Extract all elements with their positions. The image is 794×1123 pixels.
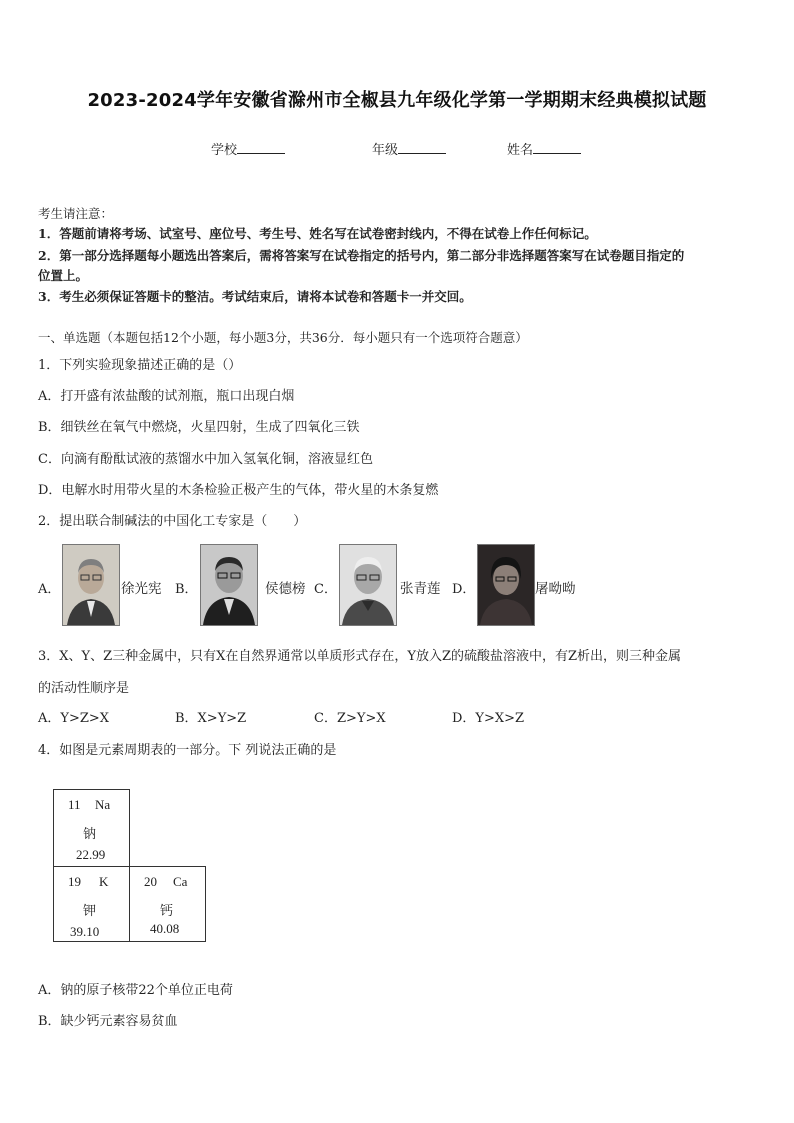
- element-cell-na: [53, 789, 130, 867]
- portrait-hou-debang: [200, 544, 258, 626]
- portrait-tu-youyou: [477, 544, 535, 626]
- element-symbol: K: [99, 874, 109, 889]
- q2-option-c-name: 张青莲: [400, 581, 441, 597]
- name-label: 姓名: [507, 143, 534, 158]
- q2-option-d-name: 屠呦呦: [535, 581, 576, 597]
- q1-stem: 1．下列实验现象描述正确的是（）: [38, 358, 242, 373]
- portrait-zhang-qinglian: [339, 544, 397, 626]
- grade-blank: [398, 141, 446, 154]
- q2-option-b-name: 侯德榜: [265, 581, 306, 597]
- school-blank: [237, 141, 285, 154]
- atomic-number: 20: [144, 874, 157, 889]
- notice-item: 1．答题前请将考场、试室号、座位号、考生号、姓名写在试卷密封线内，不得在试卷上作任何标记。: [38, 226, 597, 241]
- school-label: 学校: [211, 143, 238, 158]
- q3-stem-line1: 3．X、Y、Z三种金属中，只有X在自然界通常以单质形式存在，Y放入Z的硫酸盐溶液中，有Z析出，则三种金属: [38, 649, 682, 664]
- q1-option-d: D．电解水时用带火星的木条检验正极产生的气体，带火星的木条复燃: [38, 483, 439, 498]
- page-title: 2023-2024学年安徽省滁州市全椒县九年级化学第一学期期末经典模拟试题: [87, 90, 707, 111]
- notice-heading: 考生请注意：: [38, 206, 114, 221]
- q4-option-a: A．钠的原子核带22个单位正电荷: [38, 983, 233, 998]
- notice-item: 2．第一部分选择题每小题选出答案后，需将答案写在试卷指定的括号内，第二部分非选择题答案写在试卷题目指定的: [38, 248, 685, 263]
- notice-item: 3．考生必须保证答题卡的整洁。考试结束后，请将本试卷和答题卡一并交回。: [38, 289, 472, 304]
- q3-option-c: C．Z>Y>X: [314, 711, 386, 726]
- element-cell-ca: [129, 866, 206, 942]
- periodic-table-fragment: [53, 789, 206, 942]
- atomic-number: 19: [68, 874, 81, 889]
- q2-option-b-letter: B．: [175, 582, 198, 597]
- atomic-mass: 39.10: [70, 924, 100, 939]
- atomic-number: 11: [68, 797, 81, 812]
- grade-field: [372, 139, 446, 158]
- q4-stem: 4．如图是元素周期表的一部分。下 列说法正确的是: [38, 743, 337, 758]
- q2-option-d-letter: D．: [452, 582, 476, 597]
- element-symbol: Ca: [173, 874, 188, 889]
- notice-item: 位置上。: [38, 268, 89, 283]
- q4-option-b: B．缺少钙元素容易贫血: [38, 1014, 178, 1029]
- q2-stem: 2．提出联合制碱法的中国化工专家是（ ）: [38, 514, 307, 529]
- q3-stem-line2: 的活动性顺序是: [38, 681, 130, 696]
- grade-label: 年级: [372, 143, 399, 158]
- q1-option-b: B．细铁丝在氧气中燃烧，火星四射，生成了四氧化三铁: [38, 420, 360, 435]
- q2-option-a-name: 徐光宪: [121, 581, 162, 597]
- section-header: 一、单选题（本题包括12个小题，每小题3分，共36分．每小题只有一个选项符合题意）: [38, 330, 528, 345]
- portrait-xu-guangxian: [62, 544, 120, 626]
- element-symbol: Na: [95, 797, 111, 812]
- q2-option-c-letter: C．: [314, 582, 337, 597]
- school-field: [211, 139, 285, 158]
- q3-option-b: B．X>Y>Z: [175, 711, 247, 726]
- name-blank: [533, 141, 581, 154]
- q1-option-c: C．向滴有酚酞试液的蒸馏水中加入氢氧化铜，溶液显红色: [38, 452, 373, 467]
- element-cell-k: [53, 866, 130, 942]
- element-name: 钾: [83, 903, 97, 918]
- q2-option-a-letter: A．: [38, 582, 61, 597]
- element-name: 钙: [160, 903, 174, 918]
- atomic-mass: 22.99: [76, 847, 106, 862]
- name-field: [507, 139, 581, 158]
- q3-option-a: A．Y>Z>X: [38, 711, 110, 726]
- q3-option-d: D．Y>X>Z: [452, 711, 525, 726]
- atomic-mass: 40.08: [150, 921, 180, 936]
- q1-option-a: A．打开盛有浓盐酸的试剂瓶，瓶口出现白烟: [38, 389, 295, 404]
- element-name: 钠: [83, 826, 97, 841]
